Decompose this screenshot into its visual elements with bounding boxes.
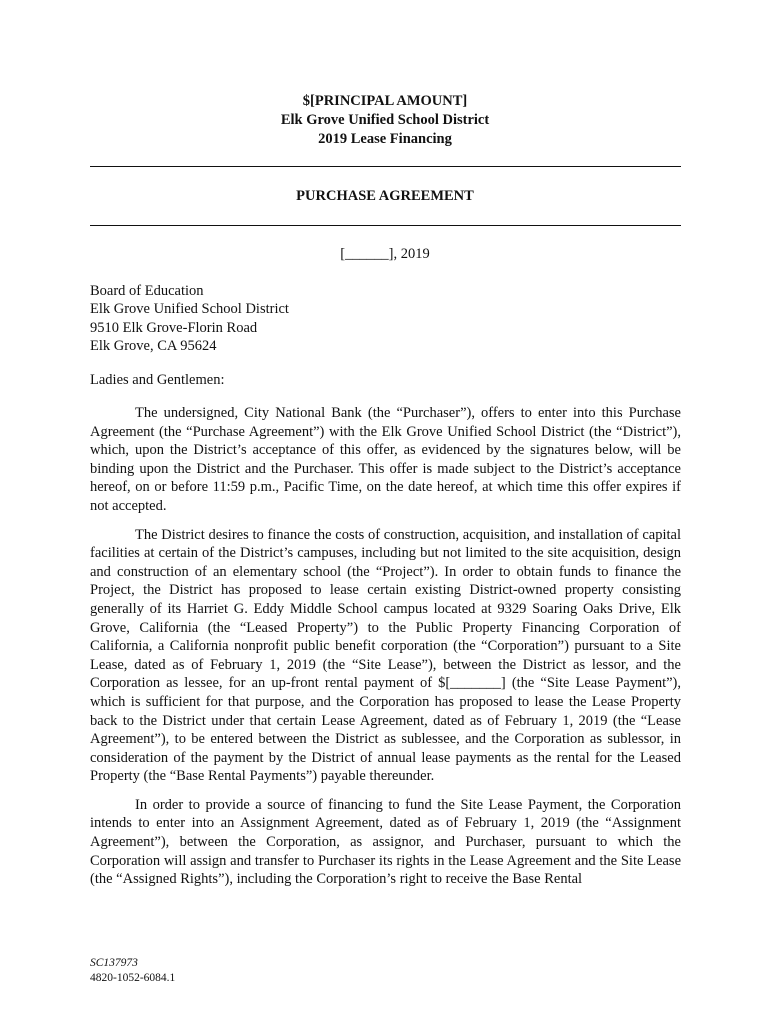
- financing-name-heading: 2019 Lease Financing: [318, 131, 452, 147]
- district-name-heading: Elk Grove Unified School District: [280, 112, 490, 128]
- recipient-address: [90, 282, 289, 356]
- document-header: [0, 92, 770, 149]
- footer-code: SC137973: [90, 957, 138, 969]
- address-line: Elk Grove, CA 95624: [90, 338, 217, 355]
- body-paragraph: In order to provide a source of financing to fund the Site Lease Payment, the Corporation intends to enter into an Assignment Agreement, dated as of February 1, 2019 (the “Assignment Agreement”), between the Corporation, as assignor, and Purchaser, pursuant to which the Corporation will assign and transfer to Purchaser its rights in the Lease Agreement and the Site Lease (the “Assigned Rights”), including the Corporation’s right to receive the Base Rental: [90, 796, 681, 888]
- body-paragraph: The District desires to finance the costs of construction, acquisition, and installation of capital facilities at certain of the District’s campuses, including but not limited to the site acquisition, design and construction of an elementary school (the “Project”). In order to obtain funds to finance the Project, the District has proposed to lease certain existing District-owned property consisting generally of its Harriet G. Eddy Middle School campus located at 9329 Soaring Oaks Drive, Elk Grove, California (the “Leased Property”) to the Public Property Financing Corporation of California, a California nonprofit public benefit corporation (the “Corporation”) pursuant to a Site Lease, dated as of February 1, 2019 (the “Site Lease”), between the District as lessor, and the Corporation as lessee, for an up-front rental payment of $[_______] (the “Site Lease Payment”), which is sufficient for that purpose, and the Corporation has proposed to lease the Lease Property back to the District under that certain Lease Agreement, dated as of February 1, 2019 (the “Lease Agreement”), to be entered between the District as sublessee, and the Corporation as sublessor, in consideration of the payment by the District of annual lease payments as the rental for the Leased Property (the “Base Rental Payments”) payable thereunder.: [90, 526, 681, 785]
- date-line: [______], 2019: [340, 246, 430, 262]
- body-paragraph: The undersigned, City National Bank (the “Purchaser”), offers to enter into this Purchase Agreement (the “Purchase Agreement”) with the Elk Grove Unified School District (the “District”), which, upon the District’s acceptance of this offer, as evidenced by the signatures below, will be binding upon the District and the Purchaser. This offer is made subject to the District’s acceptance hereof, on or before 11:59 p.m., Pacific Time, on the date hereof, at which time this offer expires if not accepted.: [90, 405, 681, 514]
- address-line: Elk Grove Unified School District: [90, 301, 289, 318]
- agreement-body: [90, 404, 681, 899]
- footer-doc-number: 4820-1052-6084.1: [90, 972, 176, 984]
- document-title: PURCHASE AGREEMENT: [296, 188, 474, 204]
- address-line: 9510 Elk Grove-Florin Road: [90, 319, 258, 336]
- salutation: Ladies and Gentlemen:: [90, 372, 225, 388]
- bottom-rule-divider: [90, 225, 681, 226]
- document-footer: [90, 956, 175, 986]
- top-rule-divider: [90, 166, 681, 167]
- principal-amount-heading: $[PRINCIPAL AMOUNT]: [302, 93, 468, 109]
- address-line: Board of Education: [90, 283, 204, 299]
